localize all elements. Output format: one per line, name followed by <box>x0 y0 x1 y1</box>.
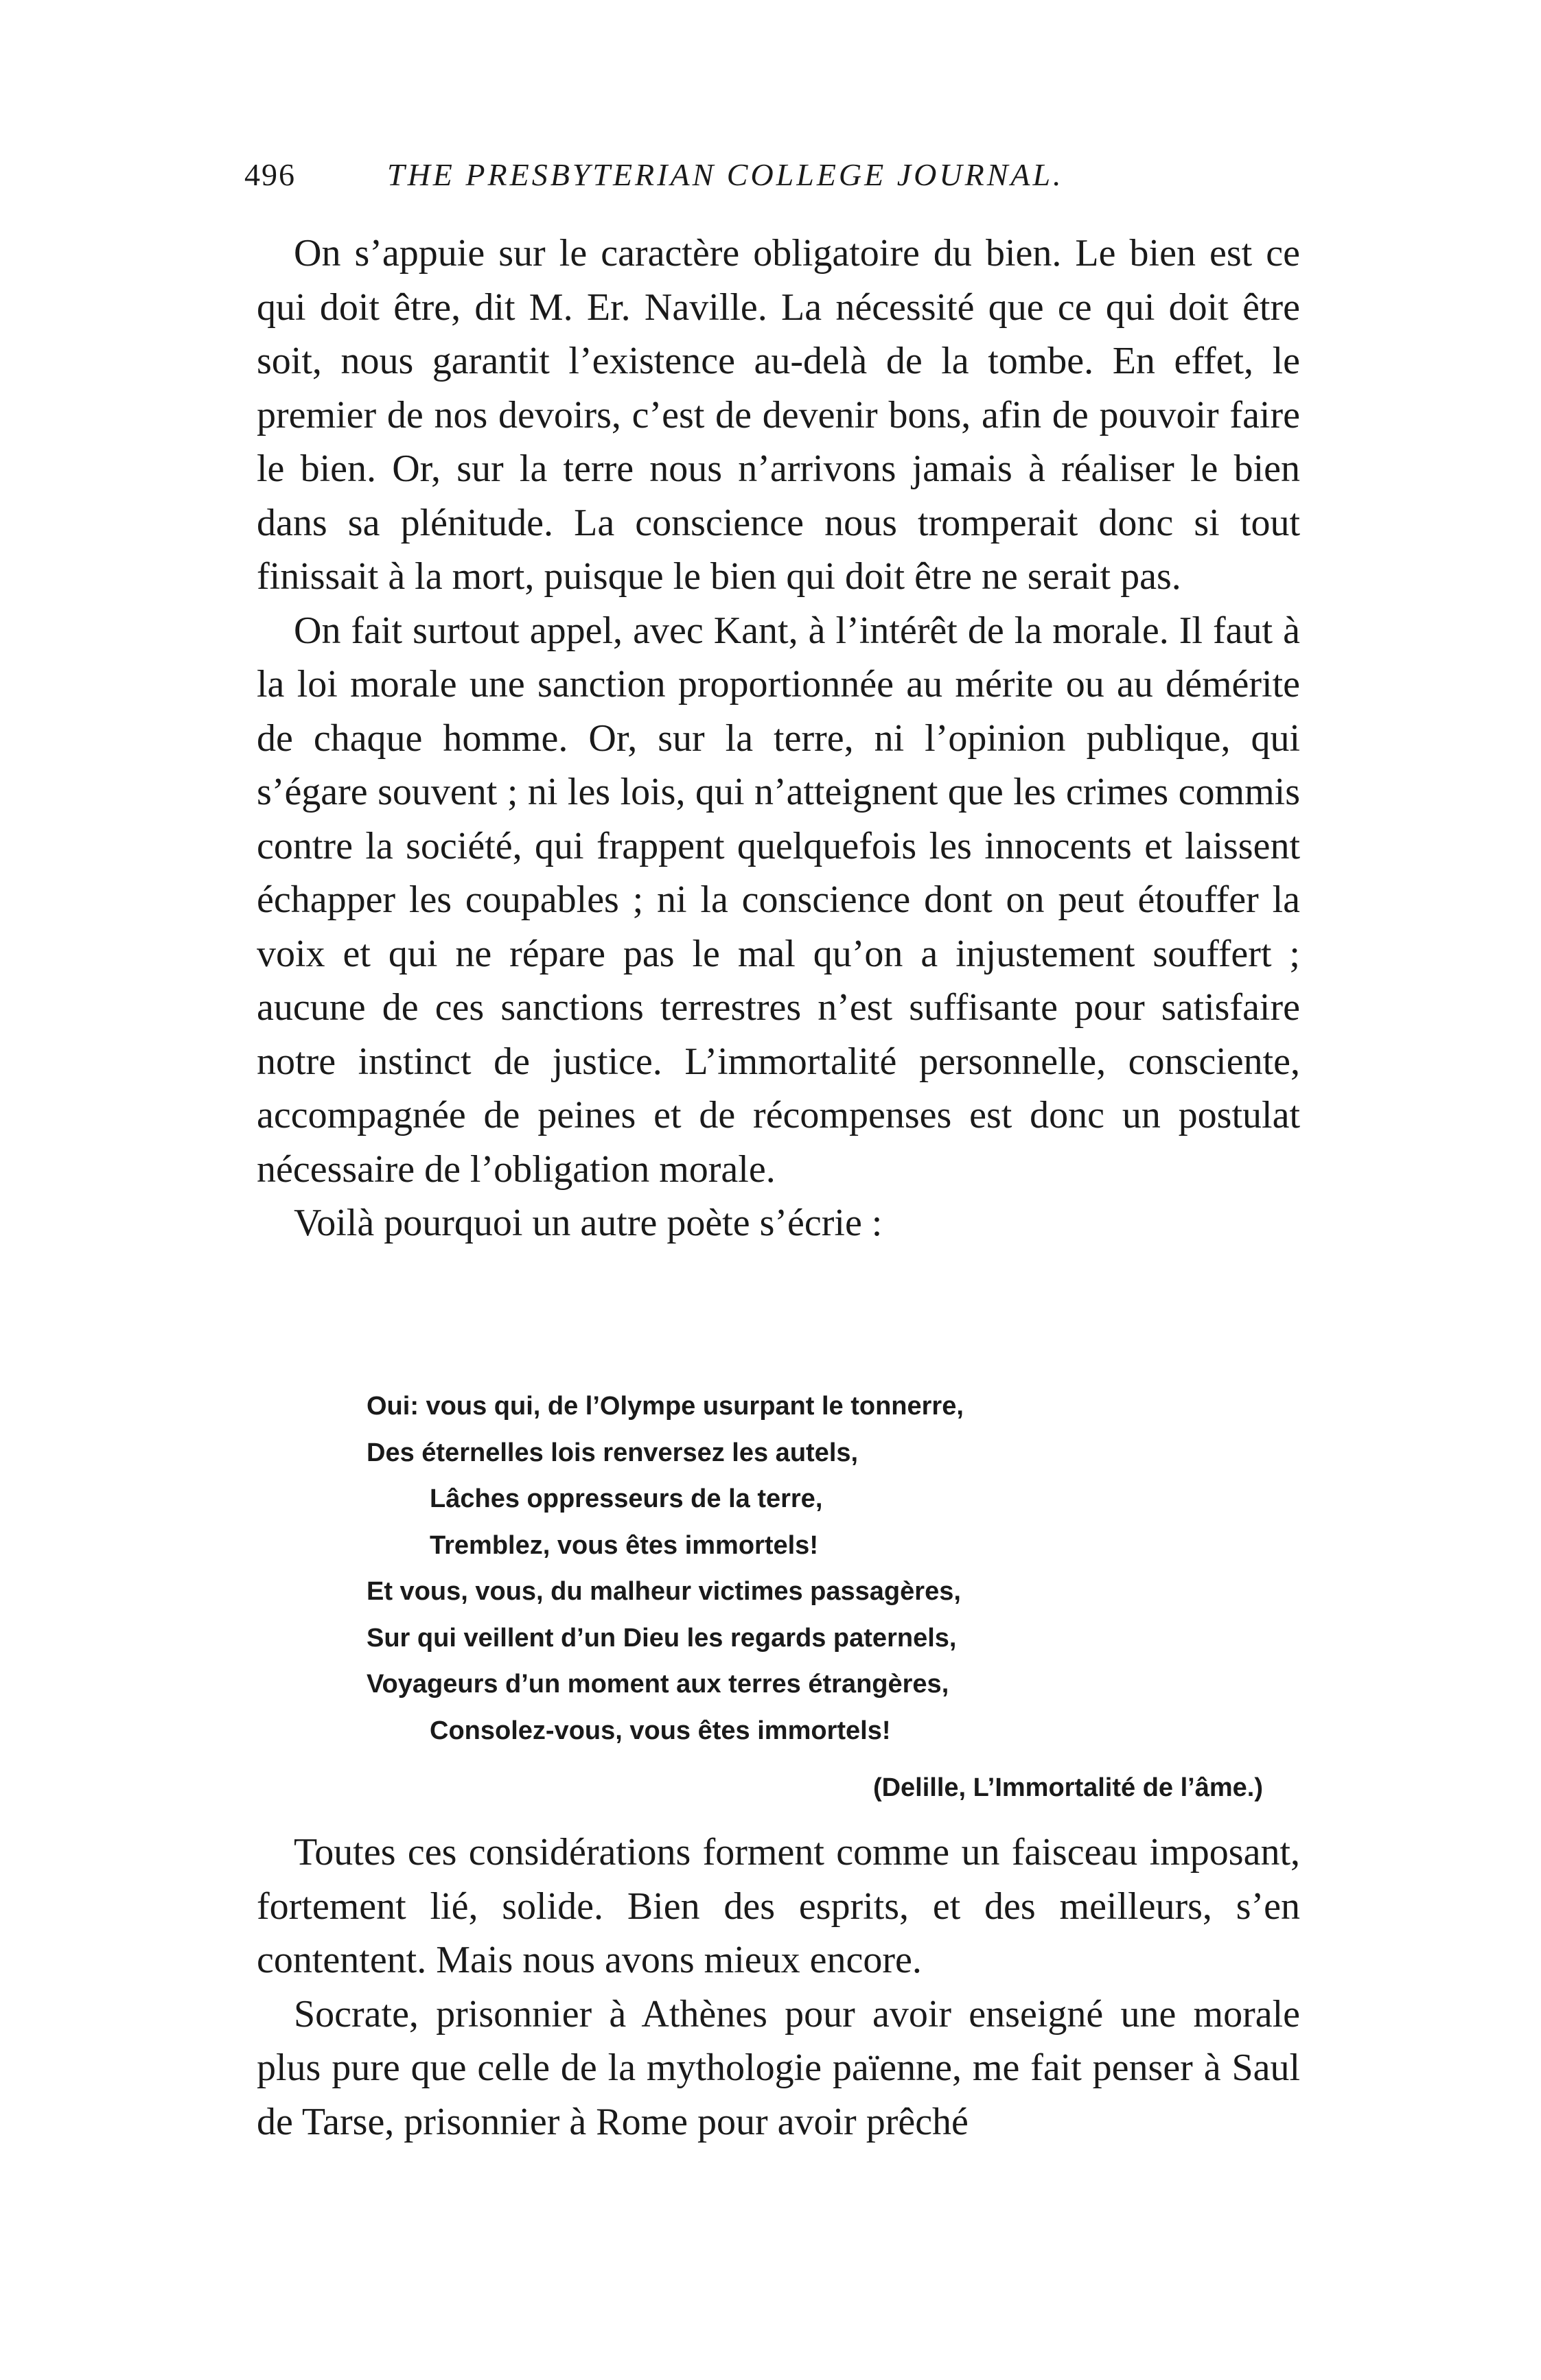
paragraph-obligation: On s’appuie sur le caractère obligatoire du bien. Le bien est ce qui doit être, dit M. Er. Naville. La nécessité que ce qui doit être soit, nous garantit l’existence au-delà de la tombe. En effet, le premier de nos devoirs, c’est de devenir bons, afin de pouvoir faire le bien. Or, sur la terre nous n’arrivons jamais à réaliser le bien dans sa plénitude. La conscience nous tromperait donc si tout finissait à la mort, puisque le bien qui doit être ne serait pas. <box>257 232 1300 598</box>
page-number: 496 <box>244 157 296 192</box>
poem-attribution: (Delille, L’Immortalité de l’âme.) <box>872 1773 1263 1802</box>
running-head <box>244 156 1301 205</box>
poem-line: Consolez-vous, vous êtes immortels! <box>430 1716 891 1745</box>
poem-line: Voyageurs d’un moment aux terres étrangères, <box>367 1670 949 1699</box>
poem-block <box>367 1384 1279 1812</box>
poem-line: Et vous, vous, du malheur victimes passagères, <box>367 1577 961 1606</box>
poem-line: Oui: vous qui, de l’Olympe usurpant le tonnerre, <box>367 1392 964 1421</box>
body-text-bottom <box>257 1825 1300 2149</box>
paragraph-poet-intro: Voilà pourquoi un autre poète s’écrie : <box>294 1202 883 1244</box>
poem-line: Tremblez, vous êtes immortels! <box>430 1530 818 1560</box>
paragraph-kant: On fait surtout appel, avec Kant, à l’intérêt de la morale. Il faut à la loi morale une sanction proportionnée au mérite ou au démérite de chaque homme. Or, sur la terre, ni l’opinion publique, qui s’égare souvent ; ni les lois, qui n’atteignent que les crimes commis contre la société, qui frappent quelquefois les innocents et laissent échapper les coupables ; ni la conscience dont on peut étouffer la voix et qui ne répare pas le mal qu’on a injustement souffert ; aucune de ces sanctions terrestres n’est suffisante pour satisfaire notre instinct de justice. L’immortalité personnelle, consciente, accompagnée de peines et de récompenses est donc un postulat nécessaire de l’obligation morale. <box>257 609 1300 1191</box>
paragraph-socrate: Socrate, prisonnier à Athènes pour avoir enseigné une morale plus pure que celle de la mythologie païenne, me fait penser à Saul de Tarse, prisonnier à Rome pour avoir prêché <box>257 1992 1300 2143</box>
poem-line: Sur qui veillent d’un Dieu les regards paternels, <box>367 1623 957 1653</box>
poem-line: Des éternelles lois renversez les autels, <box>367 1438 859 1467</box>
body-text-top <box>257 226 1300 1250</box>
journal-title: THE PRESBYTERIAN COLLEGE JOURNAL. <box>387 157 1064 192</box>
paragraph-considerations: Toutes ces considérations forment comme un faisceau imposant, fortement lié, solide. Bien des esprits, et des meilleurs, s’en contentent. Mais nous avons mieux encore. <box>257 1831 1300 1981</box>
poem-line: Lâches oppresseurs de la terre, <box>430 1484 823 1513</box>
